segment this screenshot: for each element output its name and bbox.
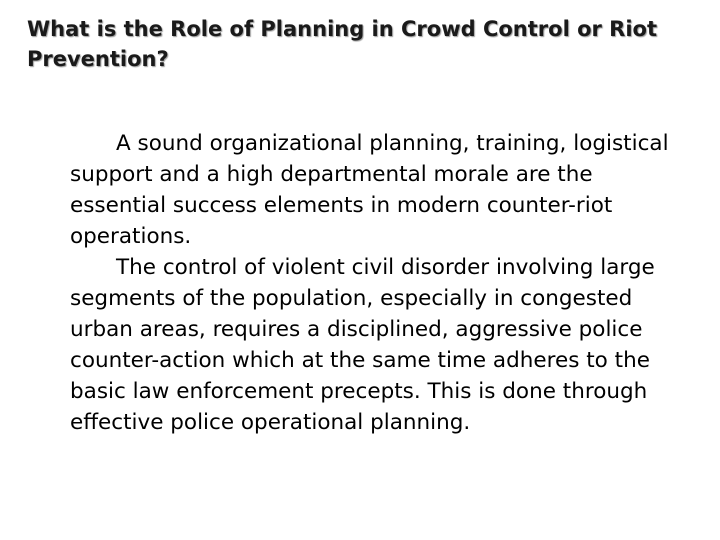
slide-title: What is the Role of Planning in Crowd Control or Riot Prevention? [27,17,658,71]
paragraph-2: The control of violent civil disorder involving large segments of the population, especially in congested urban areas, requires a disciplined, aggressive police counter-action which at the same time adheres to the basic law enforcement precepts. This is done through effective police operational planning. [70,255,655,435]
paragraph-1: A sound organizational planning, training, logistical support and a high departmental morale are the essential success elements in modern counter-riot operations. [70,131,669,249]
slide-body [70,128,690,438]
